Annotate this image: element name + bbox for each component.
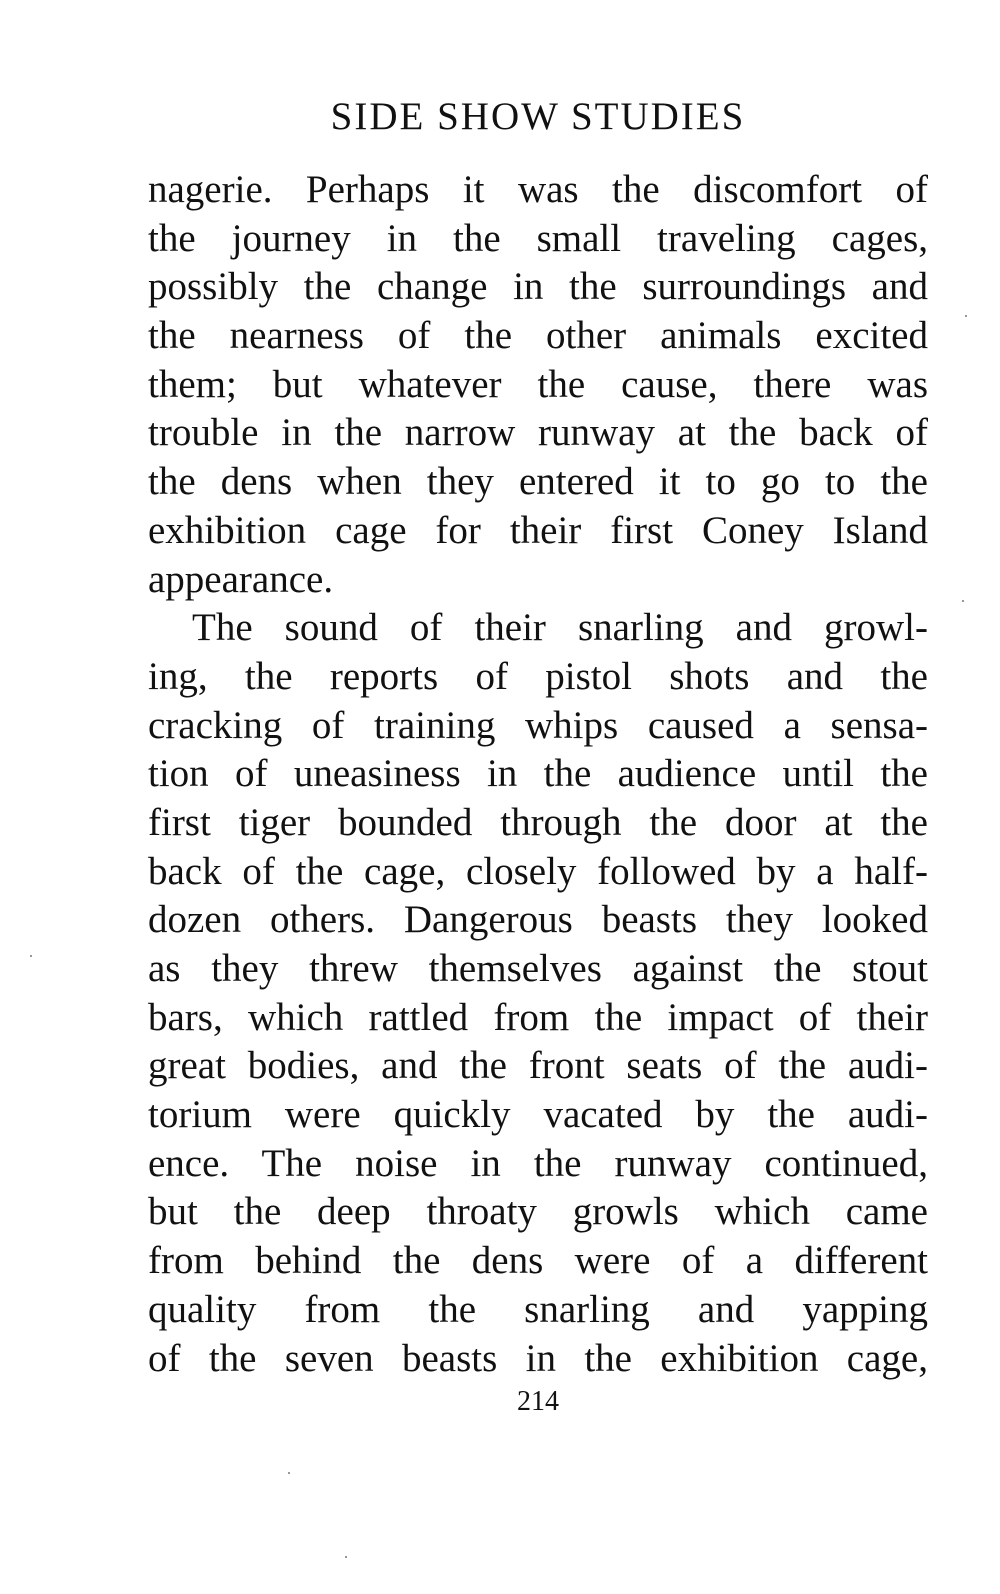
- scan-speck: [288, 1472, 290, 1474]
- text-line: from behind the dens were of a different: [148, 1239, 928, 1283]
- scan-speck: [345, 1556, 347, 1558]
- text-line: the dens when they entered it to go to the: [148, 460, 928, 504]
- text-line: back of the cage, closely followed by a half-: [148, 849, 928, 893]
- text-line: them; but whatever the cause, there was: [148, 362, 928, 406]
- text-line: dozen others. Dangerous beasts they looked: [148, 898, 928, 942]
- text-line: of the seven beasts in the exhibition cage,: [148, 1336, 928, 1380]
- text-line: as they threw themselves against the stout: [148, 947, 928, 990]
- text-line: exhibition cage for their first Coney Island: [148, 508, 928, 552]
- text-line: quality from the snarling and yapping: [148, 1287, 928, 1331]
- text-line: cracking of training whips caused a sensa-: [148, 703, 928, 747]
- text-line: tion of uneasiness in the audience until the: [148, 752, 928, 796]
- text-line: ence. The noise in the runway continued,: [148, 1141, 928, 1185]
- text-line: ing, the reports of pistol shots and the: [148, 654, 928, 698]
- text-line: The sound of their snarling and growl-: [192, 606, 928, 650]
- text-line: possibly the change in the surroundings and: [148, 265, 928, 309]
- text-line: the journey in the small traveling cages,: [148, 216, 928, 260]
- paragraph-1: [148, 166, 928, 604]
- running-head: SIDE SHOW STUDIES: [330, 95, 746, 138]
- text-line: but the deep throaty growls which came: [148, 1190, 928, 1234]
- scan-speck: [962, 600, 964, 602]
- page-number: 214: [517, 1386, 559, 1417]
- scan-speck: [965, 315, 967, 317]
- text-line: great bodies, and the front seats of the audi-: [148, 1044, 928, 1088]
- text-line: torium were quickly vacated by the audi-: [148, 1093, 928, 1137]
- text-line: the nearness of the other animals excited: [148, 314, 928, 358]
- text-line: appearance.: [148, 557, 334, 601]
- text-line: nagerie. Perhaps it was the discomfort of: [148, 168, 928, 211]
- scan-speck: [30, 955, 32, 957]
- text-line: first tiger bounded through the door at the: [148, 800, 928, 844]
- paragraph-2: [148, 604, 928, 1383]
- text-line: bars, which rattled from the impact of their: [148, 995, 928, 1039]
- text-line: trouble in the narrow runway at the back of: [148, 411, 928, 455]
- body-text: [148, 166, 928, 1383]
